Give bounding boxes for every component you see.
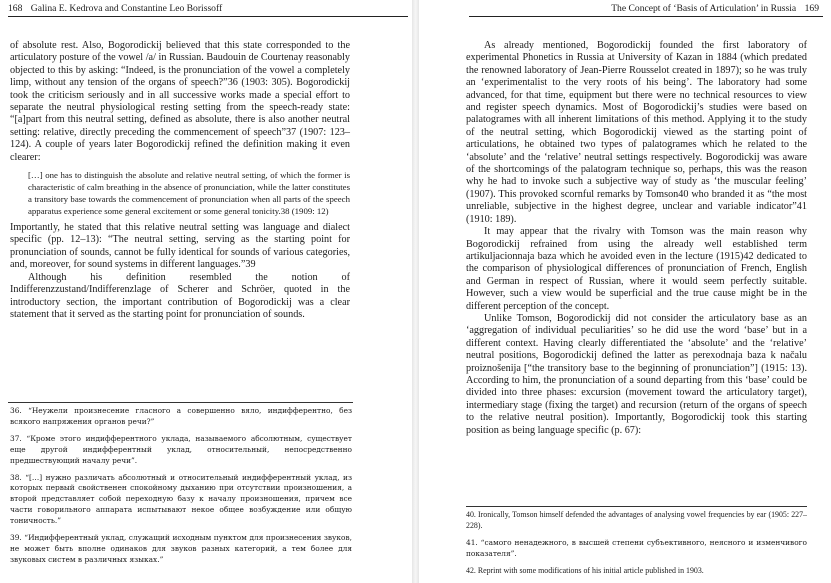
header-rule-left xyxy=(8,16,408,17)
page-number-left: 168 xyxy=(8,3,23,14)
body-paragraph: Importantly, he stated that this relative neutral setting was language and dialect specific (pp. 12–13): “The neutral setting, serving as the starting point for pronunciation of sounds, cannot be fully identical for sounds of various categories, and, moreover, for sound systems in different languages.”39 xyxy=(10,222,350,271)
footnotes-right xyxy=(466,510,807,583)
body-paragraph: Although his definition resembled the notion of Indifferenzzustand/Indifferenzlage of Scherer and Schröer, quoted in the introductory section, the important contribution of Bogorodickij was a clear statement that it served as the starting point for pronunciation of sounds. xyxy=(10,271,350,320)
running-head-left xyxy=(8,3,404,15)
running-head-title: The Concept of ‘Basis of Articulation’ in Russia xyxy=(611,3,797,14)
footnote-36: 36. “Неужели произнесение гласного а совершенно вяло, индифферентно, без всякого напряжения органов речи?” xyxy=(10,406,352,426)
body-paragraph: of absolute rest. Also, Bogorodickij believed that this state corresponded to the articulatory posture of the vowel /a/ in Russian. Baudouin de Courtenay reasonably objected to this by asking: “Indeed, is the pronunciation of the vowel a completely limp, without any tension of the organs of speech?”36 (1903: 305). Bogorodickij took the criticism seriously and in all successive works made a special effort to separate the neutral physiological resting setting from the speech-ready state: “[a]part from this neutral setting, defined as absolute, there is also another neutral setting: relative, directly preceding the commencement of speech”37 (1907: 123–124). A couple of years later Bogorodickij refined the definition making it even clearer: xyxy=(10,40,350,163)
body-text-left xyxy=(10,40,350,321)
book-gutter xyxy=(412,0,419,583)
footnote-41: 41. “самого ненадежного, в высшей степени субъективного, неясного и изменчивого показателя”. xyxy=(466,537,807,558)
footnote-38: 38. “[…] нужно различать абсолютный и относительный индифферентный уклад, из которых первый свойственен спокойному дыханию при отсутствии произношения, а второй представляет собой переходную базу к началу произношения, причем все части говорильного аппарата испытывают некое общее возбуждение или общую тоничность.” xyxy=(10,472,352,526)
body-text-right xyxy=(466,40,807,437)
left-page xyxy=(0,0,412,583)
footnote-39: 39. “Индифферентный уклад, служащий исходным пунктом для произнесения звуков, не может быть вполне одинаков для звуков разных категорий, а тем более для звуковых систем в различных языках.” xyxy=(10,533,352,564)
footnote-rule-right xyxy=(466,506,807,507)
body-paragraph: As already mentioned, Bogorodickij founded the first laboratory of experimental Phonetics in Russia at University of Kazan in 1884 (which predated the renowned laboratory of Jean-Pierre Rousselot created in 1897); so he was truly an ‘experimentalist to the very roots of his being’. The laboratory had some advanced, for that time, equipment but there were no technical resources to view and register speech dynamics. Most of Bogorodickij’s studies were based on palatogrames with all inherent limitations of this method. Applying it to the study of the neutral setting, which Bogorodickij viewed as the starting point of articulations, he obtained two types of palatogrames which he related to the ‘absolute’ and the ‘relative’ neutral settings respectively. Bogorodickij was aware of the shortcomings of the palatogram technique so, perhaps, this was the reason why he had to invoke such a subjective way of study as ‘the muscular feeling’ (1907). This provoked scornful remarks by Tomson40 who branded it as “the most unreliable, subjective in the highest degree, unclear and variable indicator”41 (1910: 189). xyxy=(466,40,807,225)
body-paragraph: Unlike Tomson, Bogorodickij did not consider the articulatory base as an ‘aggregation of individual peculiarities’ so he did use the word ‘base’ but in a different context. Having clearly differentiated the ‘absolute’ and the ‘relative’ neutral positions, Bogorodickij defined the latter as perexodnaja baza k načalu proiznošenija [“the transitory base to the beginning of pronunciation”] (1915: 13). According to him, the pronunciation of a sound departing from this ‘base’ could be divided into three phases: excursion (movement toward the articulatory target), intermediary stage (fixing the target) and recursion (return of the organs of speech to the relative neutral position). Importantly, Bogorodickij took this starting position as being language specific (p. 67): xyxy=(466,312,807,436)
body-paragraph: It may appear that the rivalry with Tomson was the main reason why Bogorodickij refrained from using the already well established term artikuljacionnaja baza which he avoided even in the lecture (1915)42 dedicated to the comparison of physiological differences of pronunciation of French, English and German in respect of Russian, where it would seem perfectly suitable. However, such a view would be superficial and the true cause might be in the different perception of the concept. xyxy=(466,226,807,312)
footnote-40: 40. Ironically, Tomson himself defended the advantages of analysing vowel frequencies by ear (1905: 227–228). xyxy=(466,510,807,530)
footnote-37: 37. “Кроме этого индифферентного уклада, называемого абсолютным, существует еще другой индифферентный уклад, относительный, непосредственно предшествующий началу речи”. xyxy=(10,433,352,465)
page-number-right: 169 xyxy=(804,3,819,14)
right-page xyxy=(419,0,831,583)
block-quote: […] one has to distinguish the absolute and relative neutral setting, of which the former is characteristic of calm breathing in the absence of pronunciation, while the latter constitutes a transitory base towards the commencement of pronunciation when all parts of the speech apparatus experience some general excitement or some general tonicity.38 (1909: 12) xyxy=(28,170,350,217)
footnote-42: 42. Reprint with some modifications of his initial article published in 1903. xyxy=(466,565,704,575)
footnotes-left xyxy=(10,406,352,572)
footnote-rule-left xyxy=(8,402,353,403)
running-head-right xyxy=(611,3,819,15)
running-head-authors: Galina E. Kedrova and Constantine Leo Borissoff xyxy=(30,3,223,14)
header-rule-right xyxy=(469,16,823,17)
